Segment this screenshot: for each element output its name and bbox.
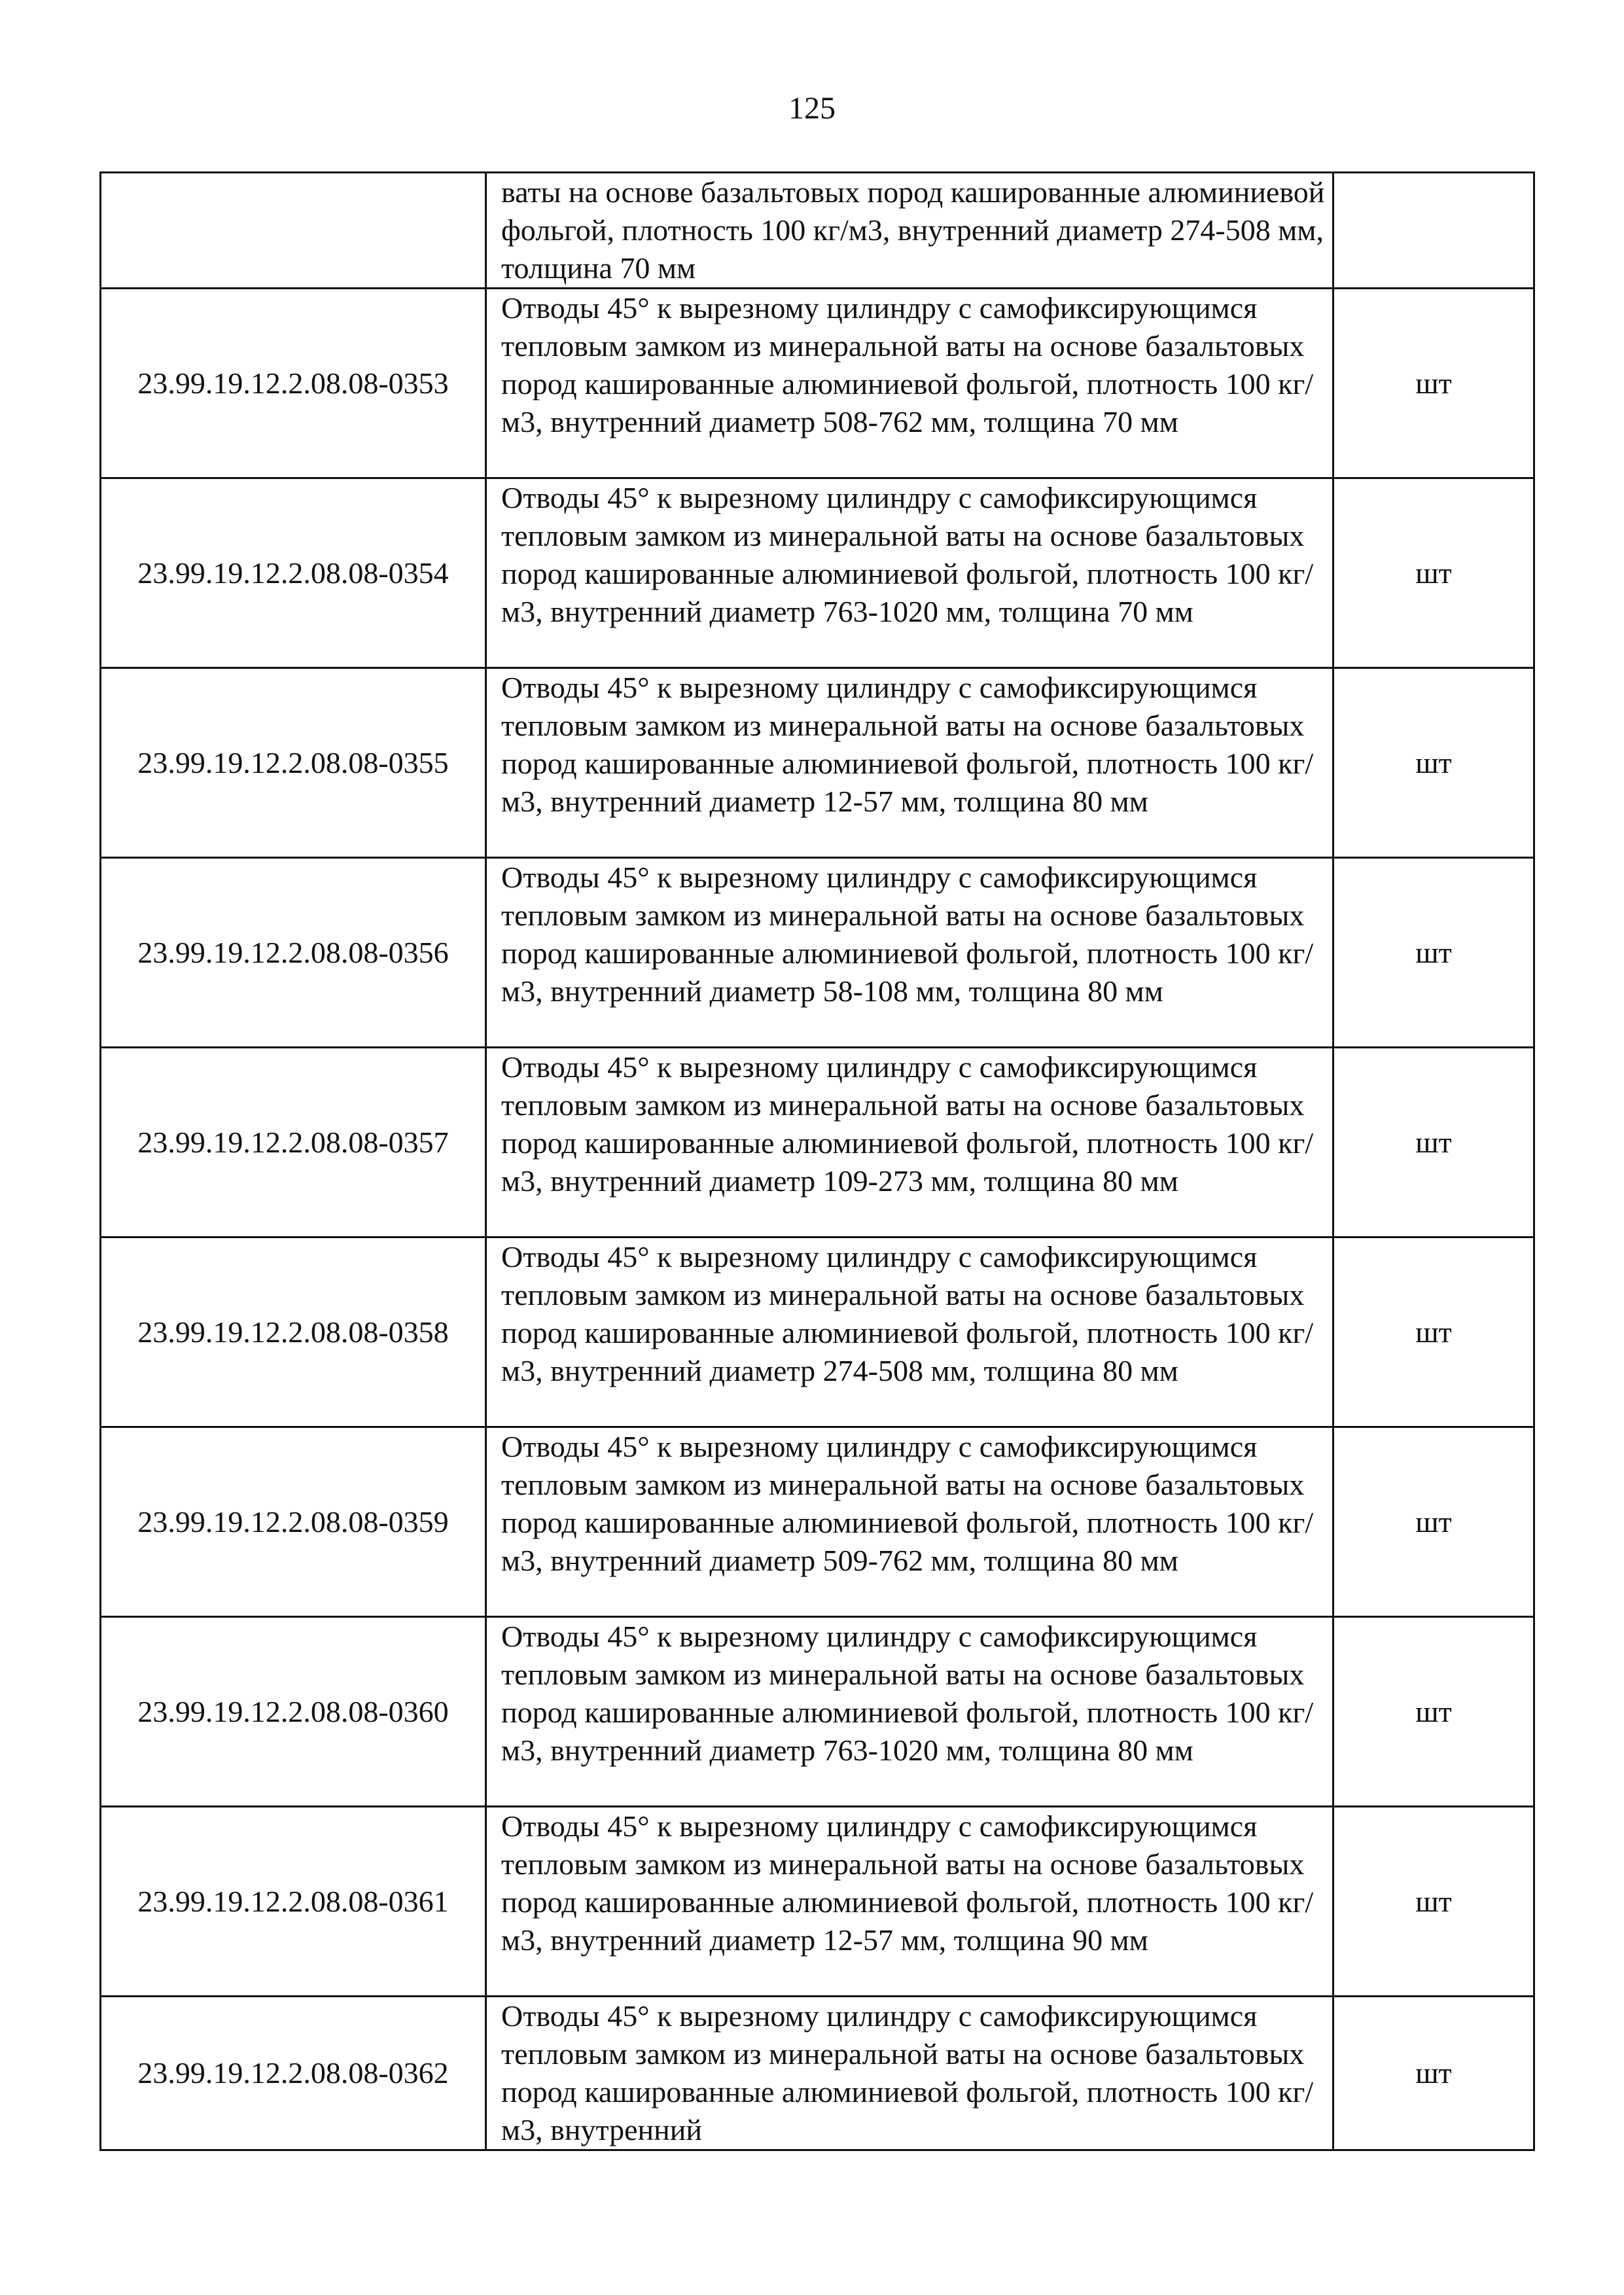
resource-code: 23.99.19.12.2.08.08-0353 [101, 289, 486, 478]
resource-description: Отводы 45° к вырезному цилиндру с самофиксирующимся тепловым замком из минеральной ваты на основе базальтовых пород кашированные алюминиевой фольгой, плотность 100 кг/м3, внутренний [486, 1997, 1333, 2150]
unit-of-measure [1333, 173, 1534, 289]
resource-description: Отводы 45° к вырезному цилиндру с самофиксирующимся тепловым замком из минеральной ваты на основе базальтовых пород кашированные алюминиевой фольгой, плотность 100 кг/м3, внутренний диаметр 58-108 мм, толщина 80 мм [486, 858, 1333, 1048]
resource-code [101, 173, 486, 289]
resource-table [99, 171, 1535, 2151]
table-row [101, 173, 1534, 289]
unit-of-measure: шт [1333, 1237, 1534, 1427]
resource-code: 23.99.19.12.2.08.08-0359 [101, 1427, 486, 1617]
resource-description: ваты на основе базальтовых пород кашированные алюминиевой фольгой, плотность 100 кг/м3, внутренний диаметр 274-508 мм, толщина 70 мм [486, 173, 1333, 289]
resource-description: Отводы 45° к вырезному цилиндру с самофиксирующимся тепловым замком из минеральной ваты на основе базальтовых пород кашированные алюминиевой фольгой, плотность 100 кг/м3, внутренний диаметр 274-508 мм, толщина 80 мм [486, 1237, 1333, 1427]
resource-description: Отводы 45° к вырезному цилиндру с самофиксирующимся тепловым замком из минеральной ваты на основе базальтовых пород кашированные алюминиевой фольгой, плотность 100 кг/м3, внутренний диаметр 109-273 мм, толщина 80 мм [486, 1048, 1333, 1237]
resource-code: 23.99.19.12.2.08.08-0355 [101, 668, 486, 858]
resource-description: Отводы 45° к вырезному цилиндру с самофиксирующимся тепловым замком из минеральной ваты на основе базальтовых пород кашированные алюминиевой фольгой, плотность 100 кг/м3, внутренний диаметр 509-762 мм, толщина 80 мм [486, 1427, 1333, 1617]
table-row [101, 858, 1534, 1048]
unit-of-measure: шт [1333, 858, 1534, 1048]
table-row [101, 289, 1534, 478]
resource-code: 23.99.19.12.2.08.08-0357 [101, 1048, 486, 1237]
resource-code: 23.99.19.12.2.08.08-0362 [101, 1997, 486, 2150]
table-row [101, 1997, 1534, 2150]
resource-code: 23.99.19.12.2.08.08-0356 [101, 858, 486, 1048]
resource-description: Отводы 45° к вырезному цилиндру с самофиксирующимся тепловым замком из минеральной ваты на основе базальтовых пород кашированные алюминиевой фольгой, плотность 100 кг/м3, внутренний диаметр 12-57 мм, толщина 90 мм [486, 1807, 1333, 1997]
resource-description: Отводы 45° к вырезному цилиндру с самофиксирующимся тепловым замком из минеральной ваты на основе базальтовых пород кашированные алюминиевой фольгой, плотность 100 кг/м3, внутренний диаметр 508-762 мм, толщина 70 мм [486, 289, 1333, 478]
unit-of-measure: шт [1333, 289, 1534, 478]
unit-of-measure: шт [1333, 1807, 1534, 1997]
table-row [101, 1048, 1534, 1237]
resource-description: Отводы 45° к вырезному цилиндру с самофиксирующимся тепловым замком из минеральной ваты на основе базальтовых пород кашированные алюминиевой фольгой, плотность 100 кг/м3, внутренний диаметр 763-1020 мм, толщина 70 мм [486, 478, 1333, 668]
resource-code: 23.99.19.12.2.08.08-0361 [101, 1807, 486, 1997]
resource-description: Отводы 45° к вырезному цилиндру с самофиксирующимся тепловым замком из минеральной ваты на основе базальтовых пород кашированные алюминиевой фольгой, плотность 100 кг/м3, внутренний диаметр 12-57 мм, толщина 80 мм [486, 668, 1333, 858]
unit-of-measure: шт [1333, 1617, 1534, 1807]
table-row [101, 1427, 1534, 1617]
unit-of-measure: шт [1333, 1048, 1534, 1237]
unit-of-measure: шт [1333, 478, 1534, 668]
table-row [101, 1807, 1534, 1997]
resource-code: 23.99.19.12.2.08.08-0360 [101, 1617, 486, 1807]
table-row [101, 1617, 1534, 1807]
resource-code: 23.99.19.12.2.08.08-0354 [101, 478, 486, 668]
unit-of-measure: шт [1333, 1427, 1534, 1617]
table-row [101, 668, 1534, 858]
table-row [101, 1237, 1534, 1427]
page-number: 125 [788, 91, 836, 126]
resource-description: Отводы 45° к вырезному цилиндру с самофиксирующимся тепловым замком из минеральной ваты на основе базальтовых пород кашированные алюминиевой фольгой, плотность 100 кг/м3, внутренний диаметр 763-1020 мм, толщина 80 мм [486, 1617, 1333, 1807]
unit-of-measure: шт [1333, 1997, 1534, 2150]
unit-of-measure: шт [1333, 668, 1534, 858]
table-row [101, 478, 1534, 668]
resource-code: 23.99.19.12.2.08.08-0358 [101, 1237, 486, 1427]
